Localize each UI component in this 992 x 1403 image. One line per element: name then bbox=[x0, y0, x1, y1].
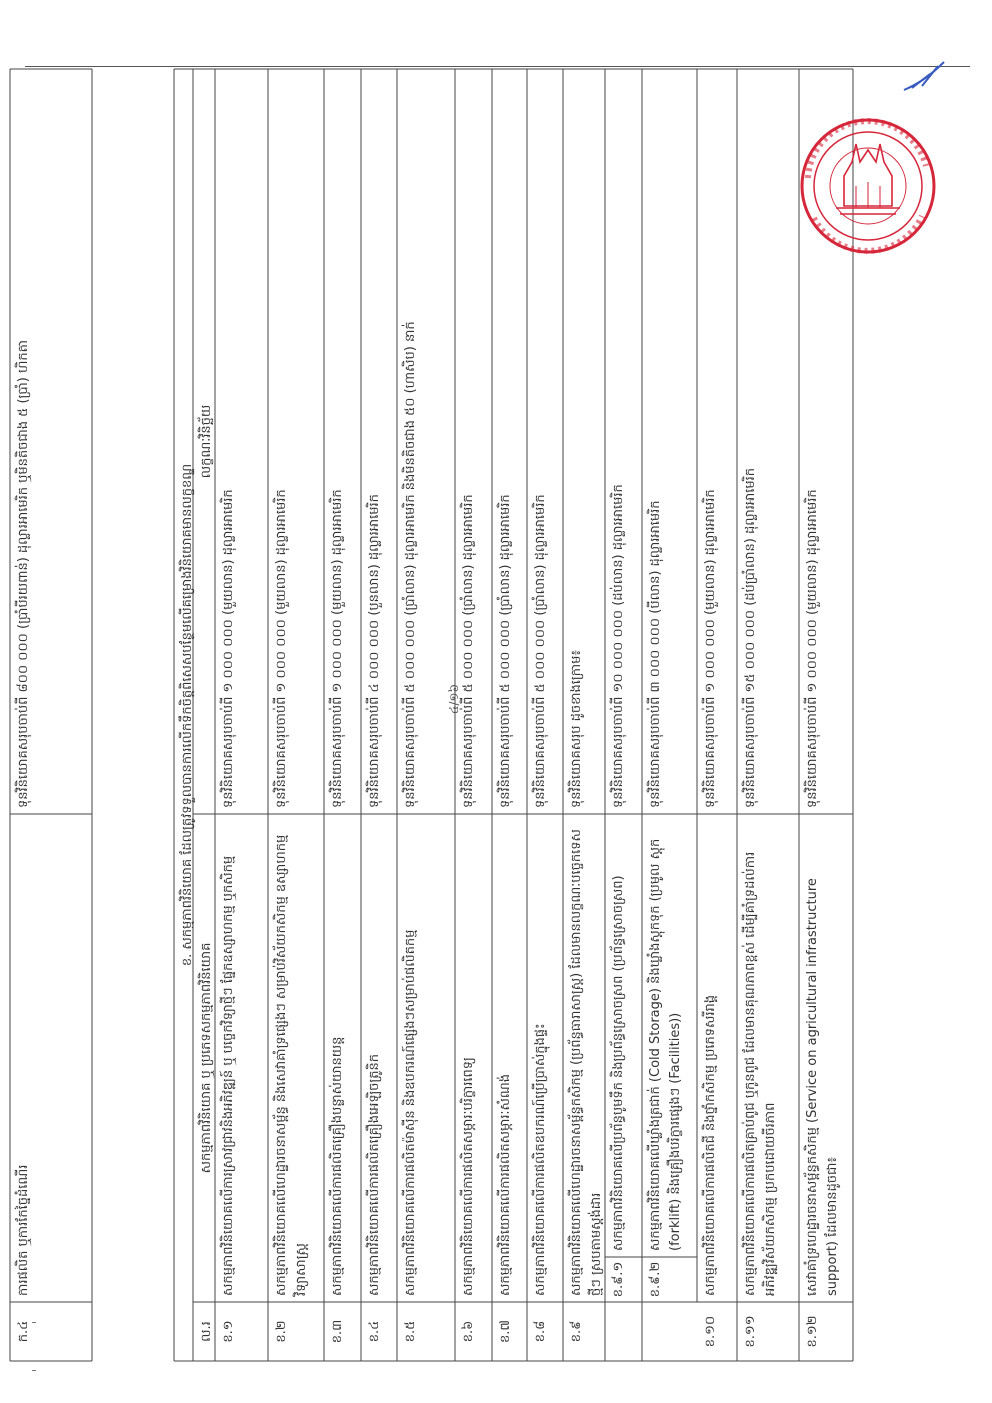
table-row-criteria: ទុនវិនិយោគសរុបចាប់ពី ៥ ០០០ ០០០ (ប្រាំលាន) ដុល្លារអាមេរិក bbox=[461, 494, 476, 808]
table-row-activity: សកម្មភាពវិនិយោគលើហេដ្ឋារចនាសម្ព័ន្ធ និងសេវាគាំទ្រផ្សេងៗ សម្រាប់វិស័យកសិកម្ម ឧស្សាហកម្ម វិទ្យាសាស្ត្រ bbox=[274, 834, 309, 1296]
table-row-activity: សកម្មភាពវិនិយោគលើការផលិតគ្រឿងអេឡិចត្រូនិក bbox=[367, 1053, 382, 1296]
table-row-criteria: ទុនវិនិយោគសរុបចាប់ពី ១ ០០០ ០០០ (មួយលាន) ដុល្លារអាមេរិក bbox=[703, 489, 718, 808]
table-row-activity: សកម្មភាពវិនិយោគលើហេដ្ឋារចនាសម្ព័ន្ធកសិកម្ម (ប្រព័ន្ធធារាសាស្ត្រ) ដែលមានលក្ខណៈបច្ចេកទេសថ្មីៗ ស្របតាមស្តង់ដារ bbox=[569, 829, 604, 1296]
table-row-number: ខ.២ bbox=[274, 1320, 289, 1343]
table-row-number: ខ.៥ bbox=[403, 1320, 418, 1343]
table-row-activity: សកម្មភាពវិនិយោគលើការផលិតសម្ភារៈសំណង់ bbox=[498, 1073, 513, 1296]
top-row-activity: ការផលិត ឬការកែច្នៃដំណើរ bbox=[16, 1164, 31, 1296]
rotated-table-region bbox=[0, 42, 992, 1382]
table-row-number: ខ.៣ bbox=[330, 1319, 345, 1344]
header-activity: សកម្មភាពវិនិយោគ ឬ ប្រភេទសកម្មភាពវិនិយោគ bbox=[199, 942, 214, 1174]
table-row-number: ខ.៩.២ bbox=[648, 1261, 663, 1298]
table-row-number: ខ.៤ bbox=[367, 1320, 382, 1343]
top-row-criteria: ទុនវិនិយោគសរុបចាប់ពី ៨០០ ០០០ (ប្រាំបីរយពាន់) ដុល្លារអាមេរិក ឬមិនតិចជាង ៥ (ប្រាំ) ហិកតា bbox=[16, 340, 31, 808]
table-row-number: ខ.៩ bbox=[569, 1320, 584, 1343]
header-number: ល.រ bbox=[199, 1321, 214, 1342]
table-row-criteria: ទុនវិនិយោគសរុបចាប់ពី ៥ ០០០ ០០០ (ប្រាំលាន) ដុល្លារអាមេរិក bbox=[533, 494, 548, 808]
table-row-criteria: ទុនវិនិយោគសរុបចាប់ពី ១៥ ០០០ ០០០ (ដប់ប្រាំលាន) ដុល្លារអាមេរិក bbox=[743, 468, 758, 808]
table-row-criteria: ទុនវិនិយោគសរុបចាប់ពី ៣ ០០០ ០០០ (បីលាន) ដុល្លារអាមេរិក bbox=[648, 500, 663, 808]
table-row-criteria: ទុនវិនិយោគសរុបចាប់ពី ១ ០០០ ០០០ (មួយលាន) ដុល្លារអាមេរិក bbox=[274, 489, 289, 808]
table-row-number: ខ.១០ bbox=[703, 1315, 718, 1348]
section-title: ខ. សកម្មភាពវិនិយោគ ដែលត្រូវទទួលបានការលើកទឹកចិត្តពិសេសបន្ថែមលើគម្រោងវិនិយោគមានលក្ខខណ្ឌ bbox=[180, 463, 195, 967]
table-row-number: ខ.៧ bbox=[498, 1319, 513, 1344]
table-row-number: ខ.៨ bbox=[533, 1320, 548, 1343]
table-row-criteria: ទុនវិនិយោគសរុបចាប់ពី ៥ ០០០ ០០០ (ប្រាំលាន) ដុល្លារអាមេរិក និងមិនតិចជាង ៥០ (ហាសិប) នាក់ bbox=[403, 321, 418, 808]
table-row-activity: សកម្មភាពវិនិយោគលើការផលិតគ្រាប់ពូជ ឬកូនពូជ ដែលមានគុណភាពខ្ពស់ ដើម្បីគាំទ្រដល់ការអភិវឌ្ឍវិស័យកសិកម្ម ប្រកបដោយចីរភាព bbox=[743, 851, 778, 1296]
table-row-activity: សេវាគាំទ្រហេដ្ឋារចនាសម្ព័ន្ធកសិកម្ម (Service on agricultural infrastructure support) ដែលមានដូចជា៖ bbox=[805, 878, 840, 1296]
table-row-number: ខ.១ bbox=[221, 1320, 236, 1343]
table-row-criteria: ទុនវិនិយោគសរុប ដូចខាងក្រោម៖ bbox=[569, 649, 584, 808]
table-row-criteria: ទុនវិនិយោគសរុបចាប់ពី ៤ ០០០ ០០០ (បួនលាន) ដុល្លារអាមេរិក bbox=[367, 494, 382, 808]
table-row-activity: សកម្មភាពវិនិយោគលើការផលិតជី និងថ្នាំកសិកម្ម ប្រភេទសរីរាង្គ bbox=[703, 995, 718, 1296]
table-row-activity: សកម្មភាពវិនិយោគលើការផលិតសម្ភារៈបរិក្ខារពេទ្យ bbox=[461, 1057, 476, 1296]
table-row-activity: សកម្មភាពវិនិយោគលើប្រព័ន្ធបូមទឹក និងប្រព័ន្ធស្រោចស្រព (ប្រព័ន្ធស្រោចស្រព) bbox=[611, 875, 626, 1251]
table-row-activity: សកម្មភាពវិនិយោគលើឃ្លាំងត្រជាក់ (Cold Storage) និងឃ្លាំងស្តុកទុក (ប្រមូល ស្តុក (forklift) និងគ្រឿងបរិក្ខារផ្សេងៗ (Facilities)) bbox=[648, 838, 683, 1251]
top-row-number: ក.៤ bbox=[16, 1320, 31, 1343]
table-row-number: ខ.១២ bbox=[805, 1315, 820, 1348]
table-row-criteria: ទុនវិនិយោគសរុបចាប់ពី ១ ០០០ ០០០ (មួយលាន) ដុល្លារអាមេរិក bbox=[221, 489, 236, 808]
table-row-activity: សកម្មភាពវិនិយោគលើការផលិតឧបករណ៍ប្រើប្រាស់ក្នុងផ្ទះ bbox=[533, 1023, 548, 1296]
table-row-criteria: ទុនវិនិយោគសរុបចាប់ពី ១០ ០០០ ០០០ (ដប់លាន) ដុល្លារអាមេរិក bbox=[611, 484, 626, 808]
table-row-number: ខ.៩.១ bbox=[611, 1261, 626, 1298]
table-row-number: ខ.៦ bbox=[461, 1320, 476, 1343]
table-row-criteria: ទុនវិនិយោគសរុបចាប់ពី ៥ ០០០ ០០០ (ប្រាំលាន) ដុល្លារអាមេរិក bbox=[498, 494, 513, 808]
table-row-activity: សកម្មភាពវិនិយោគលើការផលិតគ្រឿងបន្លាស់យានយន្ត bbox=[330, 1036, 345, 1296]
table-row-criteria: ទុនវិនិយោគសរុបចាប់ពី ១ ០០០ ០០០ (មួយលាន) ដុល្លារអាមេរិក bbox=[330, 489, 345, 808]
table-row-criteria: ទុនវិនិយោគសរុបចាប់ពី ១ ០០០ ០០០ (មួយលាន) ដុល្លារអាមេរិក bbox=[805, 489, 820, 808]
table-row-activity: សកម្មភាពវិនិយោគលើការផលិតម៉ាស៊ីន និងឧបករណ៍ផ្សេងៗសម្រាប់ផលិតកម្ម bbox=[403, 929, 418, 1296]
page-number: ៤/១៦ bbox=[447, 683, 462, 715]
table-row-activity: សកម្មភាពវិនិយោគលើការស្រាវជ្រាវនិងអភិវឌ្ឍន៍ ឬ បច្ចេកវិទ្យាថ្មីៗ ផ្នែកឧស្សាហកម្ម ឬកសិកម្ម bbox=[221, 855, 236, 1296]
table-row-number: ខ.១១ bbox=[743, 1315, 758, 1348]
header-criteria: លក្ខណៈវិនិច្ឆ័យ bbox=[199, 404, 214, 479]
